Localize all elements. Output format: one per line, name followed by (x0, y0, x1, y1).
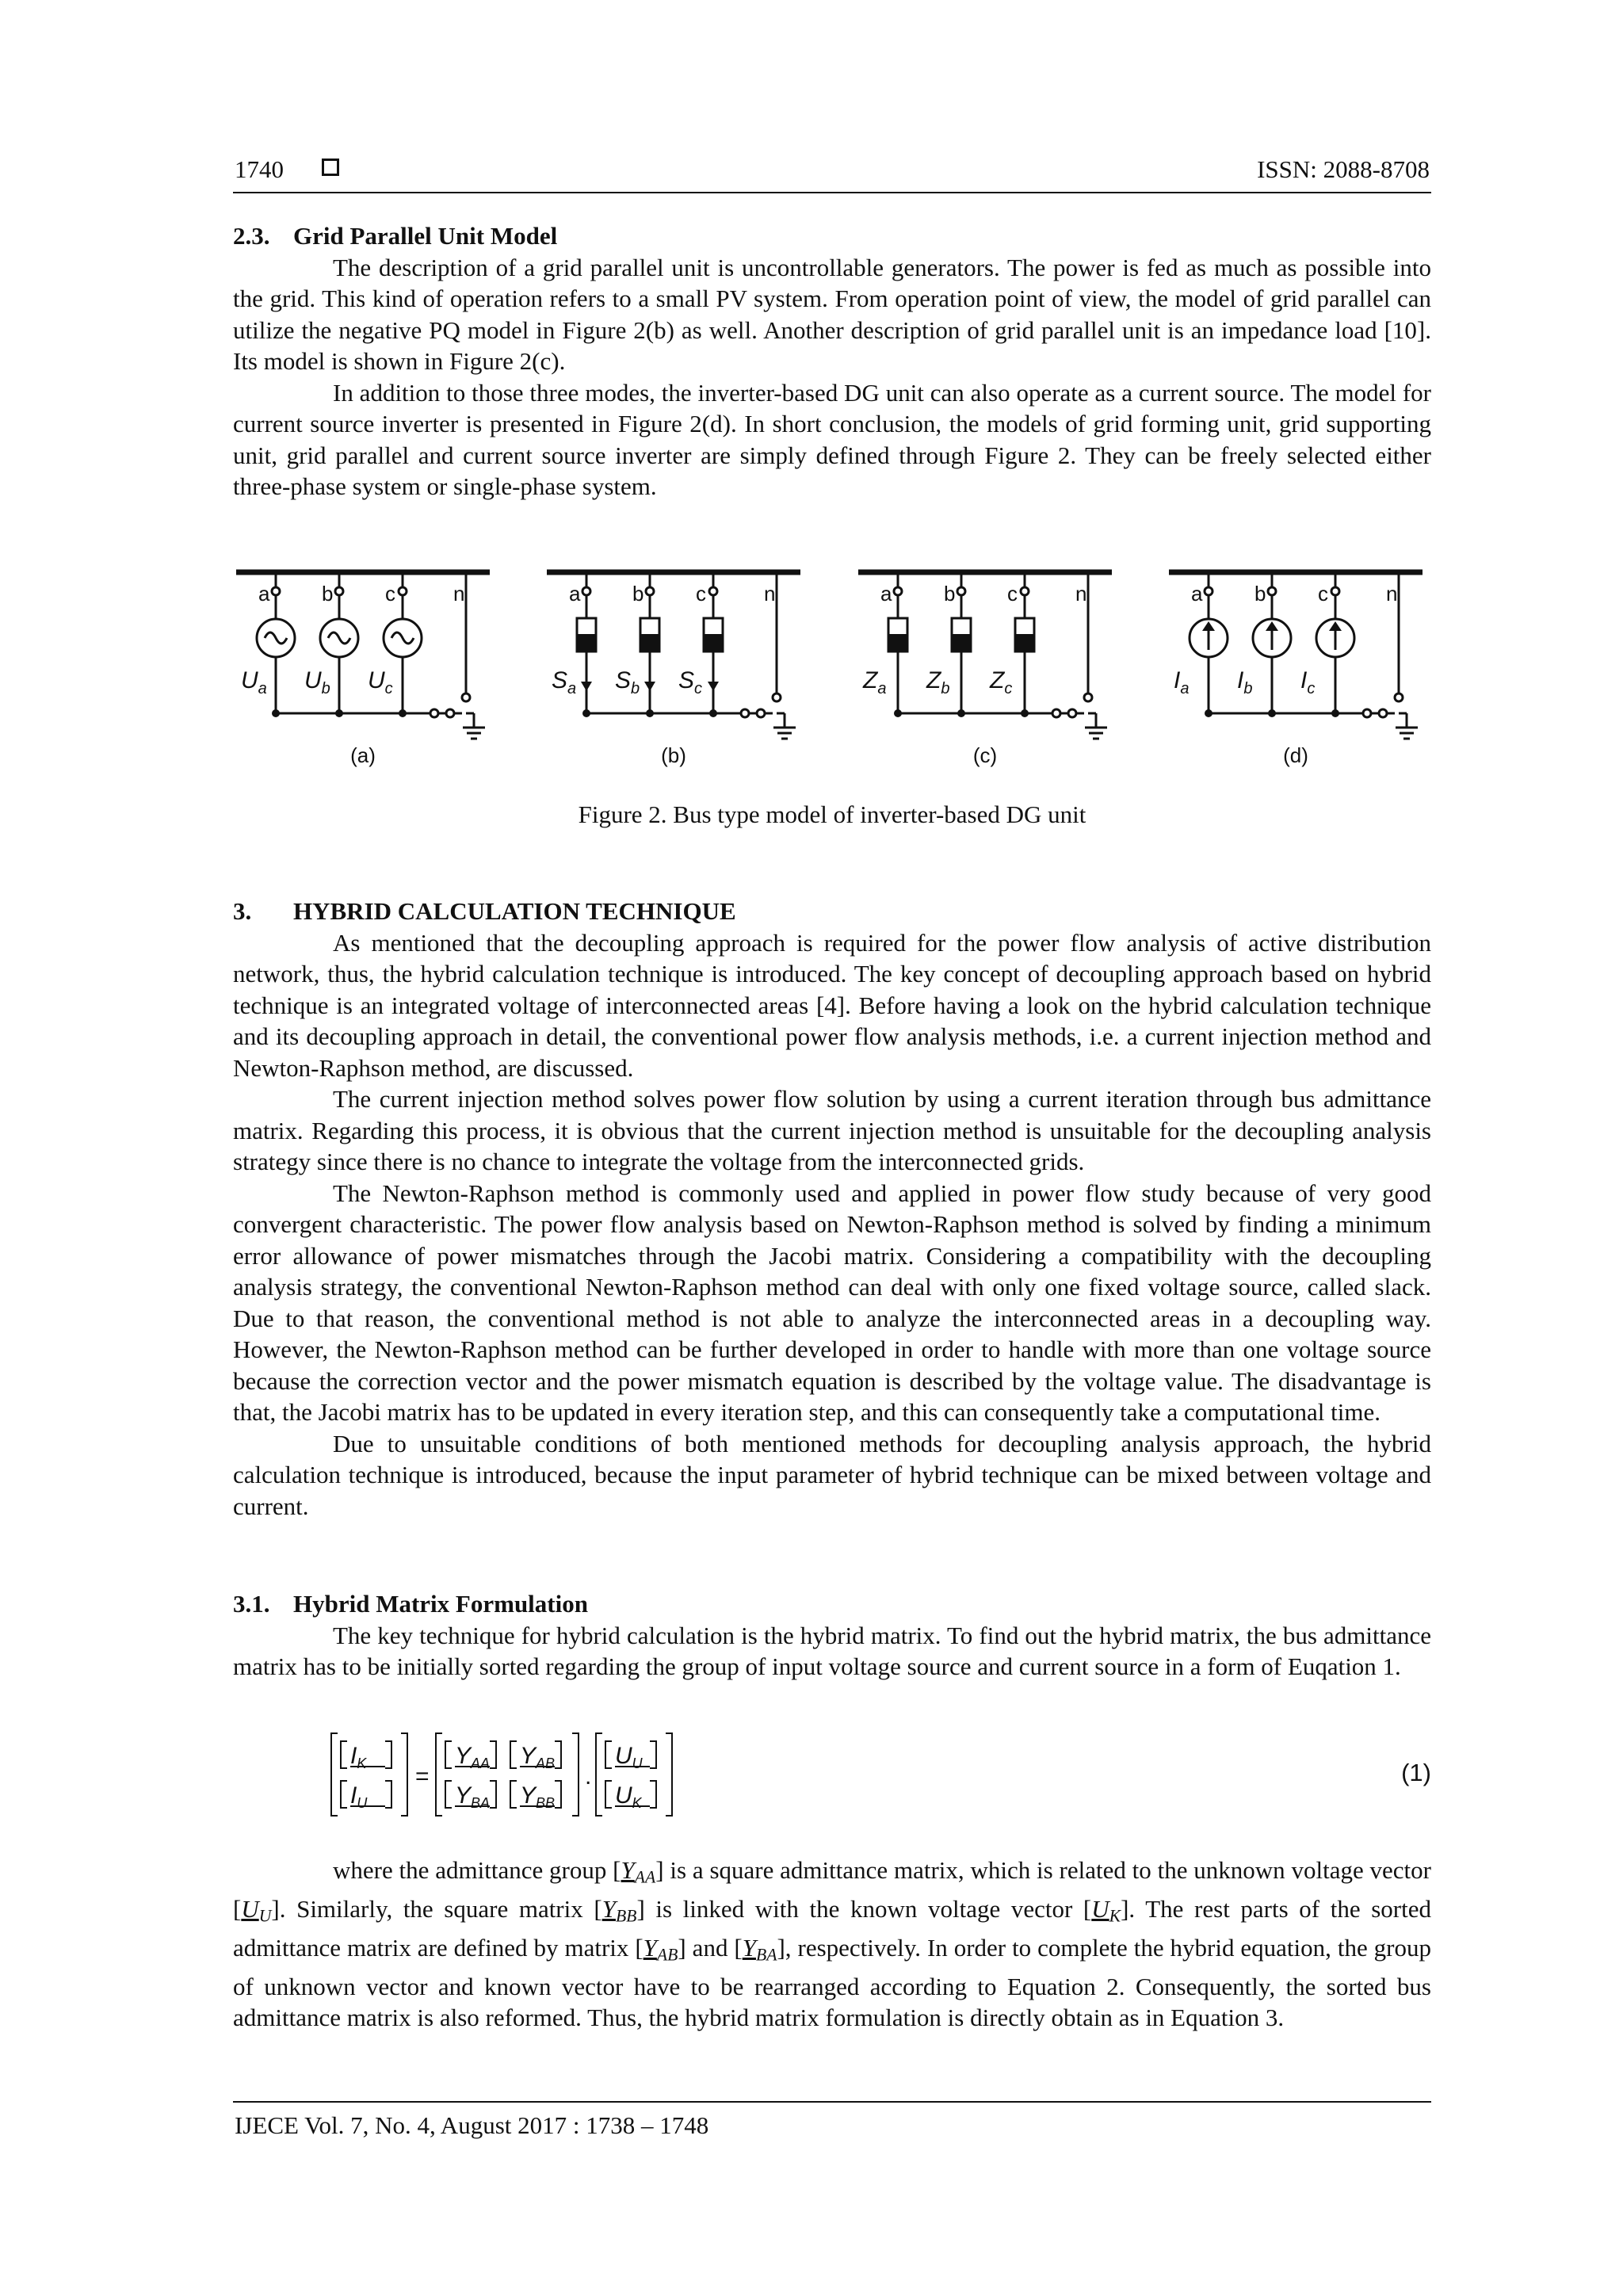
figure-panel (236, 572, 490, 767)
symbol-uu: $U_U$ (241, 1894, 272, 1926)
phase-label: a (1191, 582, 1203, 606)
rhs-entry: $U_K$ (615, 1782, 642, 1811)
section-heading: 3. HYBRID CALCULATION TECHNIQUE (233, 897, 736, 925)
section-3-1-text (233, 1855, 1431, 2034)
symbol-yba: $Y_{BA}$ (742, 1933, 777, 1965)
paragraph: The current injection method solves power flow solution by using a current iteration through bus admittance matrix. Regarding this process, it is obvious that the current injection method is unsuitable for the decoupling analysis strategy since there is no chance to integrate the voltage from the interconnected grids. (233, 1085, 1431, 1175)
paragraph: As mentioned that the decoupling approach is required for the power flow analysis of active distribution network, thus, the hybrid calculation technique is introduced. The key concept of decoupling approach based on hybrid technique is an integrated voltage of interconnected areas [4]. Before having a look on the hybrid calculation technique and its decoupling approach in detail, the conventional power flow analysis methods, i.e. a current injection method and Newton-Raphson method, are discussed. (233, 928, 1431, 1082)
paragraph: The Newton-Raphson method is commonly used and applied in power flow study because of very good convergent characteristic. The power flow analysis based on Newton-Raphson method is solved by finding a minimum error allowance of power mismatches through the Jacobi matrix. Considering a compatibility with the decoupling analysis strategy, the conventional Newton-Raphson method can deal with only one fixed voltage source, called slack. Due to that reason, the conventional method is not able to analyze the interconnected areas in a decoupling way. However, the Newton-Raphson method can be further developed in order to handle with more than one voltage source because the correction vector and the power mismatch equation is described by the voltage value. The disadvantage is that, the Jacobi matrix has to be updated in every iteration step, and this can consequently take a computational time. (233, 1179, 1431, 1426)
matrix-entry: $Y_{AA}$ (455, 1743, 491, 1771)
panel-label: (a) (350, 743, 376, 767)
phase-label: a (258, 582, 270, 606)
bracket (490, 1781, 496, 1808)
phase-label: a (880, 582, 892, 606)
dot-operator: . (585, 1763, 592, 1790)
phase-label: b (322, 582, 334, 606)
source-symbol: $Z_b$ (926, 667, 950, 697)
footer-rule (233, 2101, 1431, 2103)
figure-panel (547, 572, 800, 767)
figure-panel (1169, 572, 1423, 767)
source-symbol: $I_c$ (1300, 667, 1316, 697)
phase-label: n (1075, 582, 1087, 606)
source-symbol: $S_a$ (552, 667, 577, 697)
source-symbol: $U_c$ (368, 667, 393, 697)
bracket (650, 1741, 656, 1768)
bracket (341, 1741, 347, 1768)
bracket (510, 1741, 517, 1768)
phase-label: c (1318, 582, 1328, 606)
section-2-3 (233, 220, 1431, 502)
phase-label: c (385, 582, 395, 606)
equation-number: (1) (1401, 1759, 1431, 1786)
figure-caption: Figure 2. Bus type model of inverter-based DG unit (578, 800, 1086, 828)
phase-label: a (569, 582, 581, 606)
bracket (555, 1741, 561, 1768)
section-3 (233, 896, 1431, 1522)
phase-label: n (453, 582, 465, 606)
phase-label: b (632, 582, 644, 606)
phase-label: n (764, 582, 776, 606)
page-number: 1740 (235, 155, 284, 183)
section-heading: 2.3. Grid Parallel Unit Model (233, 222, 558, 250)
source-symbol: $U_a$ (241, 667, 267, 697)
paragraph: In addition to those three modes, the inverter-based DG unit can also operate as a current source. The model for current source inverter is presented in Figure 2(d). In short conclusion, the models of grid forming unit, grid supporting unit, grid parallel and current source inverter are simply defined through Figure 2. They can be freely selected either three-phase system or single-phase system. (233, 378, 1431, 500)
symbol-uk: $U_K$ (1091, 1894, 1121, 1926)
phase-label: n (1386, 582, 1398, 606)
paragraph: where the admittance group $[Y_{AA}]$ is a square admittance matrix, which is related to the unknown voltage vector $[U_U]$. Similarly, the square matrix $[Y_{BB}]$ is linked with the known voltage vector $[U_K]$. The rest parts of the sorted admittance matrix are defined by matrix $[Y_{AB}]$ and $[Y_{BA}]$, respectively. In order to complete the hybrid equation, the group of unknown vector and known vector have to be rearranged according to Equation 2. Consequently, the sorted bus admittance matrix is also reformed. Thus, the hybrid matrix formulation is directly obtain as in Equation 3. (233, 1856, 1432, 2032)
bracket (385, 1781, 391, 1808)
bracket (341, 1781, 347, 1808)
phase-label: c (1007, 582, 1018, 606)
panel-label: (d) (1283, 743, 1308, 767)
bracket (650, 1781, 656, 1808)
matrix-entry: $Y_{AB}$ (520, 1743, 556, 1771)
phase-label: b (944, 582, 956, 606)
source-symbol: $S_c$ (678, 667, 703, 697)
matrix-entry: $Y_{BB}$ (520, 1782, 556, 1811)
source-symbol: $U_b$ (304, 667, 330, 697)
symbol-yaa: $Y_{AA}$ (621, 1856, 656, 1887)
bracket (572, 1733, 579, 1816)
footer-text: IJECE Vol. 7, No. 4, August 2017 : 1738 – 1748 (235, 2111, 709, 2139)
panel-label: (c) (972, 743, 998, 767)
bracket (666, 1733, 672, 1816)
matrix-entry: $Y_{BA}$ (455, 1782, 491, 1811)
phase-label: c (696, 582, 706, 606)
symbol-ybb: $Y_{BB}$ (601, 1894, 637, 1926)
equation-1 (325, 1732, 1434, 1819)
rhs-entry: $U_U$ (615, 1743, 643, 1771)
bracket (401, 1733, 407, 1816)
bracket (436, 1733, 442, 1816)
panel-label: (b) (661, 743, 686, 767)
section-3-1 (233, 1588, 1431, 1683)
lhs-entry: $I_K$ (350, 1743, 367, 1771)
figure-panel (858, 572, 1112, 767)
figure-2 (230, 555, 1434, 769)
square-icon (322, 159, 339, 176)
source-symbol: $I_a$ (1174, 667, 1190, 697)
paragraph: The key technique for hybrid calculation is the hybrid matrix. To find out the hybrid matrix, the bus admittance matrix has to be initially sorted regarding the group of input voltage source and current source in a form of Euqation 1. (233, 1621, 1431, 1680)
symbol-yab: $Y_{AB}$ (643, 1933, 678, 1965)
paragraph: Due to unsuitable conditions of both mentioned methods for decoupling analysis approach, the hybrid calculation technique is introduced, because the input parameter of hybrid technique can be mixed between voltage and current. (233, 1429, 1431, 1520)
bracket (331, 1733, 338, 1816)
paragraph: The description of a grid parallel unit is uncontrollable generators. The power is fed as much as possible into the grid. This kind of operation refers to a small PV system. From operation point of view, the model of grid parallel can utilize the negative PQ model in Figure 2(b) as well. Another description of grid parallel unit is an impedance load [10]. Its model is shown in Figure 2(c). (233, 253, 1431, 375)
source-symbol: $S_b$ (615, 667, 640, 697)
header-rule (233, 192, 1431, 193)
section-heading: 3.1. Hybrid Matrix Formulation (233, 1590, 588, 1618)
bracket (605, 1741, 612, 1768)
source-symbol: $Z_a$ (863, 667, 887, 697)
bracket (596, 1733, 602, 1816)
bracket (385, 1741, 391, 1768)
bracket (510, 1781, 517, 1808)
issn: ISSN: 2088-8708 (1257, 155, 1430, 183)
bracket (605, 1781, 612, 1808)
lhs-entry: $I_U$ (350, 1782, 368, 1811)
bracket (490, 1741, 496, 1768)
bracket (445, 1781, 452, 1808)
source-symbol: $Z_c$ (990, 667, 1013, 697)
equals-sign: = (415, 1763, 430, 1790)
bracket (555, 1781, 561, 1808)
bracket (445, 1741, 452, 1768)
phase-label: b (1254, 582, 1266, 606)
source-symbol: $I_b$ (1237, 667, 1253, 697)
